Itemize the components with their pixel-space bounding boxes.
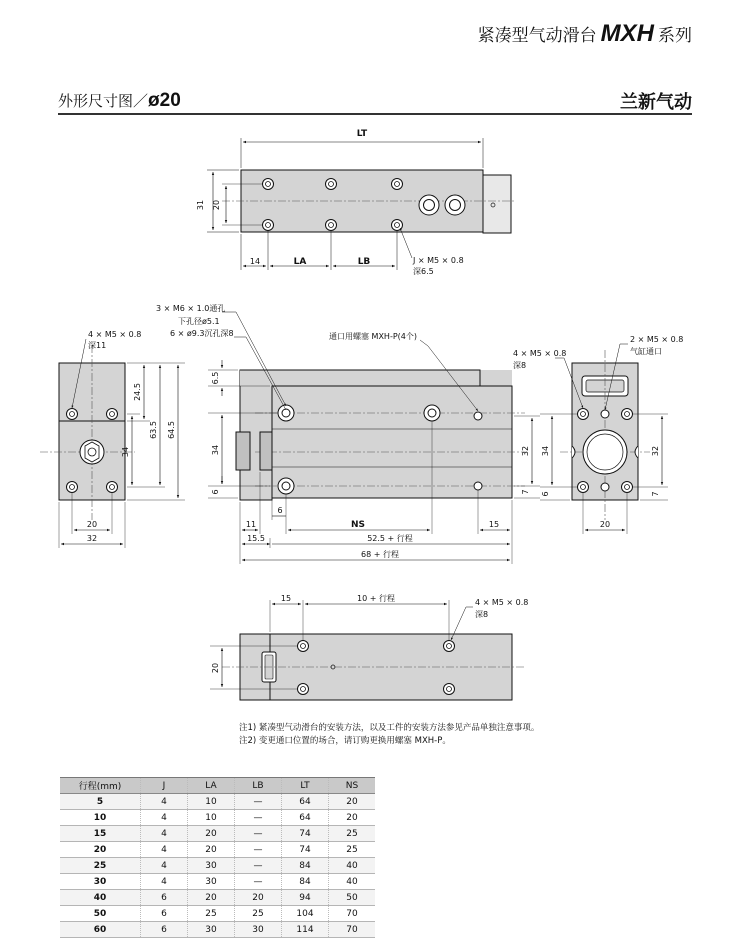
col-stroke: 行程(mm) — [60, 778, 141, 794]
dim-32-side: 32 — [521, 445, 530, 457]
left-note-m5: 4 × M5 × 0.8 — [88, 330, 142, 339]
right-note-m5: 4 × M5 × 0.8 — [513, 349, 567, 358]
dim-64-5: 64.5 — [167, 421, 176, 439]
note-m6: 3 × M6 × 1.0通孔 — [156, 304, 226, 313]
dim-lb: LB — [357, 257, 371, 267]
table-row — [60, 890, 375, 906]
dim-68: 68 + 行程 — [361, 550, 399, 559]
cell: 40 — [60, 890, 141, 906]
right-note-depth: 深8 — [513, 361, 527, 370]
dim-34-right: 34 — [541, 445, 550, 457]
table-header-row — [60, 778, 375, 794]
cell: 25 — [235, 906, 282, 922]
side-view — [156, 303, 540, 564]
cell: 30 — [188, 922, 235, 938]
table-row — [60, 922, 375, 938]
dim-15-bottom: 15 — [280, 594, 292, 603]
cell: 20 — [188, 842, 235, 858]
cell: 20 — [188, 826, 235, 842]
cell: 30 — [60, 874, 141, 890]
dim-6-right: 6 — [541, 491, 550, 497]
spec-table — [60, 777, 375, 938]
dim-34-left: 34 — [121, 446, 130, 458]
cell: 25 — [329, 826, 376, 842]
cell: 4 — [141, 842, 188, 858]
cell: 30 — [188, 858, 235, 874]
dim-15-side: 15 — [488, 520, 500, 529]
table-row — [60, 810, 375, 826]
cell: 30 — [235, 922, 282, 938]
cell: 6 — [141, 906, 188, 922]
cell: 60 — [60, 922, 141, 938]
dim-20-bottom: 20 — [211, 662, 220, 674]
series-prefix: 紧凑型气动滑台 — [477, 26, 597, 46]
bottom-note-depth: 深8 — [475, 610, 489, 619]
cell: — — [235, 858, 282, 874]
dim-52-5: 52.5 + 行程 — [367, 534, 413, 543]
right-end-view — [513, 335, 683, 534]
note-j-depth: 深6.5 — [413, 267, 434, 276]
note-1: 注1) 紧凑型气动滑台的安装方法，以及工件的安装方法参见产品单独注意事项。 — [239, 723, 540, 733]
cell: 64 — [282, 810, 329, 826]
bottom-note-m5: 4 × M5 × 0.8 — [475, 598, 529, 607]
col-ns: NS — [329, 778, 376, 794]
dim-24-5: 24.5 — [133, 383, 142, 401]
dim-la: LA — [293, 257, 307, 267]
dim-32-right: 32 — [651, 445, 660, 457]
series-suffix: 系列 — [658, 26, 692, 46]
dim-10: 10 + 行程 — [357, 594, 395, 603]
note-j: J × M5 × 0.8 — [413, 256, 464, 265]
left-end-view — [40, 330, 185, 548]
cell: 70 — [329, 906, 376, 922]
dim-6-5: 6.5 — [211, 371, 220, 385]
table-row — [60, 874, 375, 890]
col-lt: LT — [282, 778, 329, 794]
cell: 50 — [60, 906, 141, 922]
col-j: J — [141, 778, 188, 794]
cell: 10 — [188, 794, 235, 810]
cell: 15 — [60, 826, 141, 842]
series-model: MXH — [600, 20, 654, 47]
cell: 74 — [282, 842, 329, 858]
table-row — [60, 794, 375, 810]
right-note-port: 2 × M5 × 0.8 — [630, 335, 684, 344]
table-row — [60, 906, 375, 922]
dim-34-side: 34 — [211, 444, 220, 456]
right-note-port2: 气缸通口 — [630, 347, 662, 356]
dim-15-5: 15.5 — [247, 534, 265, 543]
table-row — [60, 826, 375, 842]
cell: — — [235, 842, 282, 858]
cell: 4 — [141, 826, 188, 842]
cell: 4 — [141, 874, 188, 890]
cell: 64 — [282, 794, 329, 810]
dim-63-5: 63.5 — [149, 421, 158, 439]
dim-32-left: 32 — [86, 534, 98, 543]
dim-20-right: 20 — [599, 520, 611, 529]
cell: 25 — [329, 842, 376, 858]
cell: — — [235, 874, 282, 890]
cell: 4 — [141, 794, 188, 810]
bottom-view — [210, 593, 528, 700]
section-title-text: 外形尺寸图／ — [58, 92, 149, 110]
cell: 30 — [188, 874, 235, 890]
cell: 20 — [329, 794, 376, 810]
cell: 4 — [141, 858, 188, 874]
dim-7-side: 7 — [521, 489, 530, 495]
dim-ns: NS — [350, 520, 366, 530]
cell: 70 — [329, 922, 376, 938]
cell: 4 — [141, 810, 188, 826]
dim-20-top: 20 — [212, 199, 221, 211]
cell: 25 — [188, 906, 235, 922]
dim-11: 11 — [245, 520, 257, 529]
cell: 5 — [60, 794, 141, 810]
table-row — [60, 858, 375, 874]
note-drill: 下孔径ø5.1 — [178, 317, 220, 326]
dim-7-right: 7 — [651, 491, 660, 497]
col-la: LA — [188, 778, 235, 794]
dim-31: 31 — [196, 199, 205, 211]
note-cbore: 6 × ø9.3沉孔深8 — [170, 329, 234, 338]
cell: 6 — [141, 922, 188, 938]
cell: 50 — [329, 890, 376, 906]
col-lb: LB — [235, 778, 282, 794]
bore-size: ø20 — [148, 90, 181, 111]
cell: 84 — [282, 858, 329, 874]
cell: 104 — [282, 906, 329, 922]
cell: 20 — [235, 890, 282, 906]
dim-20-left: 20 — [86, 520, 98, 529]
table-row — [60, 842, 375, 858]
cell: — — [235, 826, 282, 842]
note-2: 注2) 变更通口位置的场合，请订购更换用螺塞 MXH-P。 — [239, 736, 451, 746]
cell: 94 — [282, 890, 329, 906]
cell: 40 — [329, 858, 376, 874]
cell: 84 — [282, 874, 329, 890]
cell: 114 — [282, 922, 329, 938]
cell: 74 — [282, 826, 329, 842]
dim-6-bottom: 6 — [277, 506, 283, 515]
dim-14: 14 — [249, 257, 261, 266]
note-plug: 通口用螺塞 MXH-P(4个) — [329, 332, 417, 341]
left-note-depth: 深11 — [88, 341, 107, 350]
cell: 40 — [329, 874, 376, 890]
cell: 25 — [60, 858, 141, 874]
cell: 10 — [188, 810, 235, 826]
notes — [239, 722, 539, 748]
cell: — — [235, 794, 282, 810]
cell: 20 — [329, 810, 376, 826]
cell: 20 — [60, 842, 141, 858]
brand-name: 兰新气动 — [620, 92, 692, 113]
dim-lt: LT — [356, 129, 368, 139]
top-view — [196, 129, 515, 276]
dim-6-side: 6 — [211, 489, 220, 495]
cell: 6 — [141, 890, 188, 906]
cell: — — [235, 810, 282, 826]
cell: 20 — [188, 890, 235, 906]
cell: 10 — [60, 810, 141, 826]
